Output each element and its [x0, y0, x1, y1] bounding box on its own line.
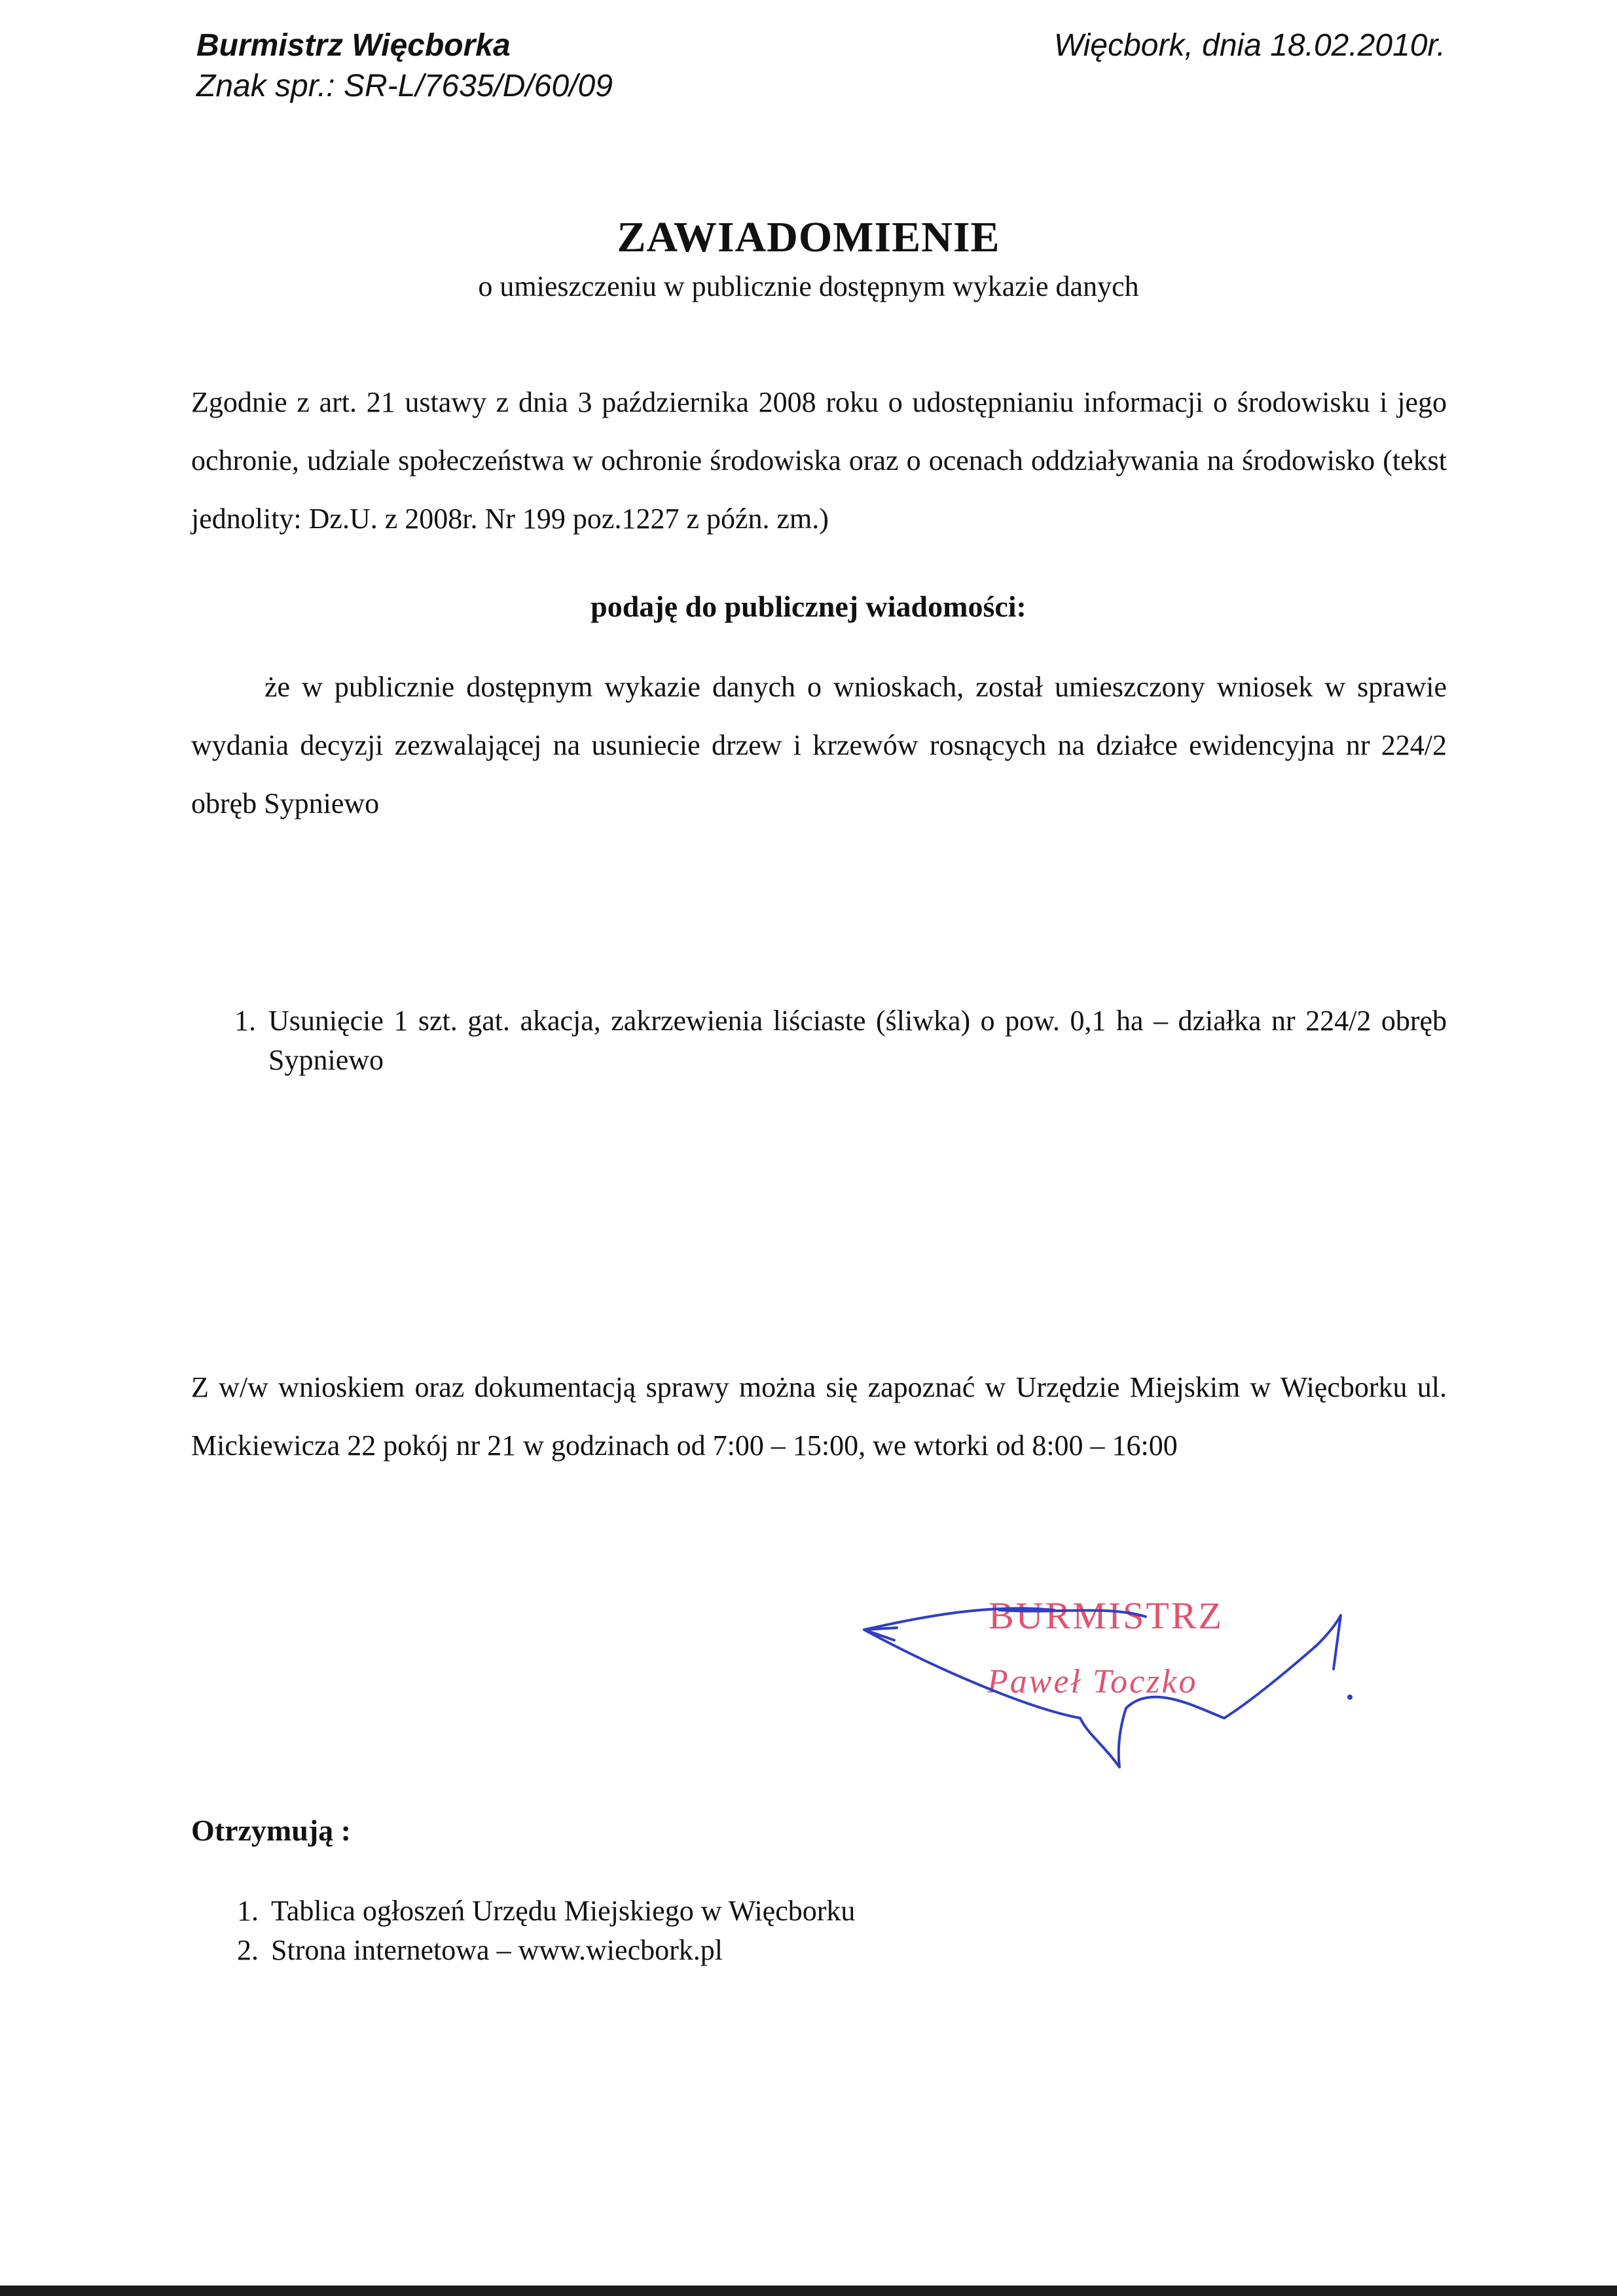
list-item-number: 1. [237, 1895, 259, 1927]
recipients-list [237, 1892, 855, 1970]
stamp-title: BURMISTRZ [989, 1594, 1224, 1637]
place-and-date: Więcbork, dnia 18.02.2010r. [1053, 28, 1445, 63]
announcement-heading: podaję do publicznej wiadomości: [590, 590, 1027, 623]
list-item-number: 2. [237, 1934, 259, 1966]
document-title: ZAWIADOMIENIE [617, 213, 1000, 261]
handwritten-signature [858, 1577, 1394, 1774]
list-item-number: 1. [234, 1005, 256, 1037]
stamp-name: Paweł Toczko [987, 1663, 1198, 1700]
office-info-paragraph: Z w/w wnioskiem oraz dokumentacją sprawy można się zapoznać w Urzędzie Miejskim w Więcborku ul. Mickiewicza 22 pokój nr 21 w godzinach od 7:00 – 15:00, we wtorki od 8:00 – 16:00 [191, 1371, 1447, 1462]
list-item [234, 1001, 1447, 1080]
case-reference: Znak spr.: SR-L/7635/D/60/09 [196, 69, 613, 103]
document-subtitle: o umieszczeniu w publicznie dostępnym wykazie danych [478, 270, 1139, 302]
list-item-text: Usunięcie 1 szt. gat. akacja, zakrzewienia liściaste (śliwka) o pow. 0,1 ha – działka nr 224/2 obręb Sypniewo [268, 1005, 1447, 1076]
list-item [237, 1931, 855, 1970]
issuer-name: Burmistrz Więcborka [196, 28, 511, 63]
recipients-heading: Otrzymują : [191, 1814, 351, 1847]
statement-paragraph: że w publicznie dostępnym wykazie danych o wnioskach, został umieszczony wniosek w sprawie wydania decyzji zezwalającej na usuniecie drzew i krzewów rosnących na działce ewidencyjna nr 224/2 obręb Sypniewo [191, 671, 1447, 819]
signature-stamp [858, 1577, 1394, 1774]
list-item-text: Strona internetowa – www.wiecbork.pl [271, 1934, 723, 1966]
list-item [237, 1892, 855, 1931]
list-item-text: Tablica ogłoszeń Urzędu Miejskiego w Więcborku [271, 1895, 856, 1927]
legal-basis-paragraph: Zgodnie z art. 21 ustawy z dnia 3 października 2008 roku o udostępnianiu informacji o środowisku i jego ochronie, udziale społeczeństwa w ochronie środowiska oraz o ocenach oddziaływania na środowisko (tekst jednolity: Dz.U. z 2008r. Nr 199 poz.1227 z późn. zm.) [191, 386, 1447, 535]
scan-edge [0, 2286, 1617, 2296]
